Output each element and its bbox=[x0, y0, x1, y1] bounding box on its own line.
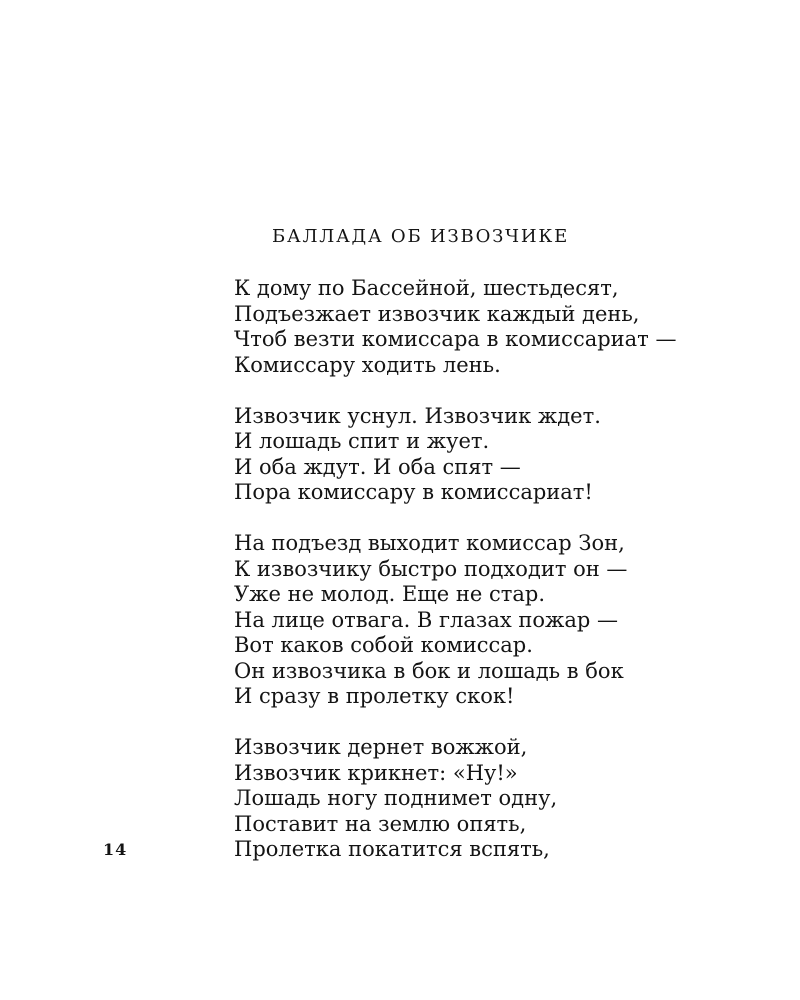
poem-line: И сразу в пролетку скок! bbox=[234, 684, 515, 708]
poem-line: Поставит на землю опять, bbox=[234, 811, 527, 836]
poem-line: На подъезд выходит комиссар Зон, bbox=[234, 531, 625, 555]
poem-title: БАЛЛАДА ОБ ИЗВОЗЧИКЕ bbox=[272, 226, 570, 247]
poem-line: На лице отвага. В глазах пожар — bbox=[234, 607, 618, 632]
poem-line: К дому по Бассейной, шестьдесят, bbox=[234, 276, 619, 300]
page-number: 14 bbox=[103, 840, 128, 859]
poem-line: Извозчик уснул. Извозчик ждет. bbox=[234, 403, 601, 428]
poem-line: Извозчик крикнет: «Ну!» bbox=[234, 760, 518, 785]
stanza bbox=[234, 531, 754, 710]
poem-line: Пора комиссару в комиссариат! bbox=[234, 480, 593, 504]
stanza bbox=[234, 404, 754, 506]
poem-line: Пролетка покатится вспять, bbox=[234, 837, 550, 861]
stanza bbox=[234, 735, 754, 863]
poem-line: Подъезжает извозчик каждый день, bbox=[234, 301, 640, 326]
poem-line: Комиссару ходить лень. bbox=[234, 352, 501, 377]
poem-line: Вот каков собой комиссар. bbox=[234, 633, 533, 657]
poem-line: Извозчик дернет вожжой, bbox=[234, 735, 528, 759]
poem-line: Уже не молод. Еще не стар. bbox=[234, 582, 546, 606]
poem-line: Он извозчика в бок и лошадь в бок bbox=[234, 658, 624, 683]
stanza bbox=[234, 276, 754, 378]
poem-line: И оба ждут. И оба спят — bbox=[234, 454, 521, 479]
poem-line: И лошадь спит и жует. bbox=[234, 429, 490, 453]
poem-line: К извозчику быстро подходит он — bbox=[234, 556, 628, 581]
poem-line: Лошадь ногу поднимет одну, bbox=[234, 786, 558, 810]
poem-body bbox=[234, 276, 754, 888]
poem-line: Чтоб везти комиссара в комиссариат — bbox=[234, 327, 677, 351]
